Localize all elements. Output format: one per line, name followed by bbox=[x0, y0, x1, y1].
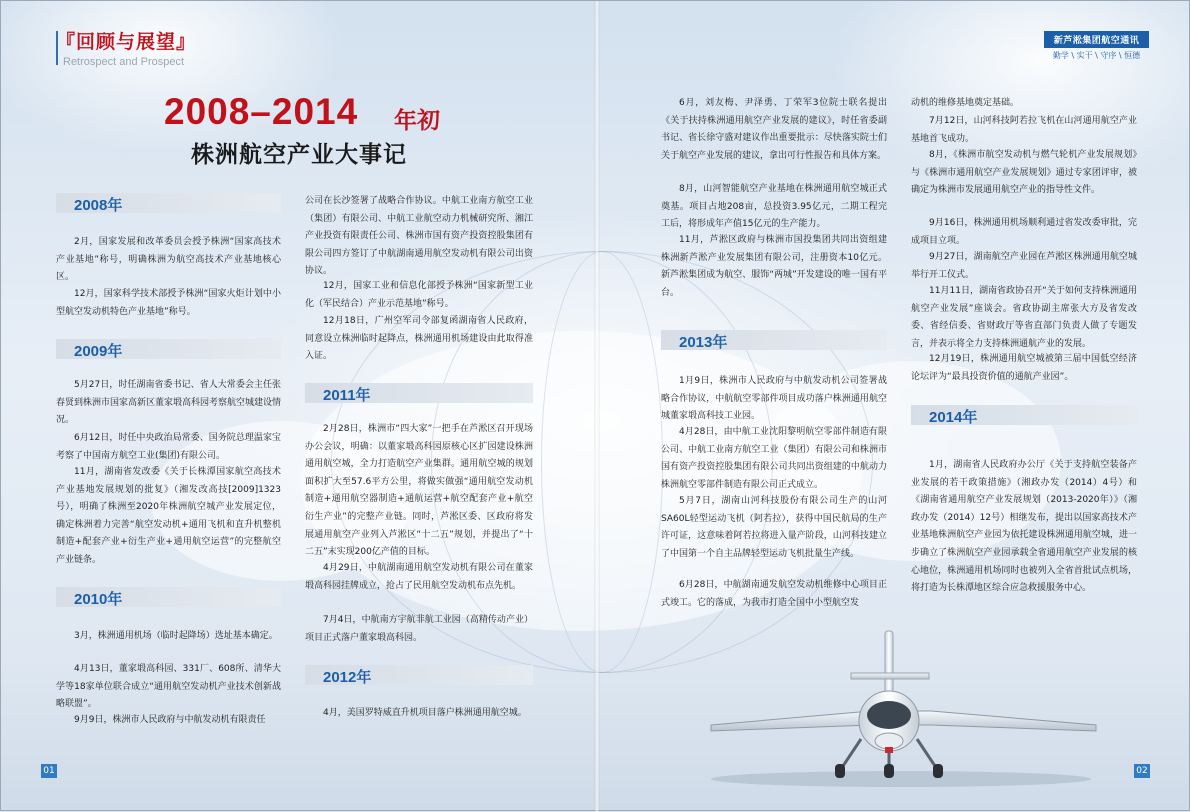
event-paragraph: 4月28日，由中航工业沈阳黎明航空零部件制造有限公司、中航工业南方航空工业（集团）有限公司和株洲市国有资产投资控股集团有限公司共同出资组建的中航动力株洲航空零部件制造有限公司正式成立。 bbox=[661, 427, 887, 490]
event-paragraph: 4月29日，中航湖南通用航空发动机有限公司在董家塅高科园挂牌成立，抢占了民用航空发动机布点先机。 bbox=[305, 563, 533, 591]
year-heading-2011 bbox=[305, 383, 533, 403]
page-fold bbox=[594, 1, 600, 812]
section-subtitle: Retrospect and Prospect bbox=[63, 56, 185, 68]
year-heading-2009 bbox=[56, 339, 281, 359]
year-label: 2009年 bbox=[74, 343, 123, 360]
event-paragraph: 1月，湖南省人民政府办公厅《关于支持航空装备产业发展的若干政策措施》（湘政办发（2014）4号）和《湖南省通用航空产业发展规划（2013-2020年）》（湘政办发（2014）12号）相继发布，提出以国家高技术产业基地株洲航空产业园为依托建设株洲通用航空城，进一步确立了株洲航空产业园承载全省通用航空产业发展的核心地位，株洲通用机场同时也被列入全省首批试点机场，将打造为长株潭地区综合应急救援服务中心。 bbox=[911, 460, 1137, 594]
event-paragraph: 12月19日，株洲通用航空城被第三届中国低空经济论坛评为“最具投资价值的通航产业园”。 bbox=[911, 354, 1137, 382]
event-paragraph: 2月28日，株洲市“四大家”一把手在芦淞区召开现场办公会议，明确：以董家塅高科园原核心区扩园建设株洲通用航空城，全力打造航空产业集群。通用航空城的规划面积扩大至57.6平方公里，将做实做强“通用航空发动机制造+通用航空器制造+通航运营+航空配套产业+航空衍生产业”的完整产业链。同时，芦淞区委、区政府将发展通用航空产业列入芦淞区“十二五”规划，并提出了“十二五”末实现200亿产值的目标。 bbox=[305, 424, 533, 558]
airplane-illustration bbox=[701, 629, 1141, 789]
event-paragraph: 7月4日，中航南方宇航非航工业园（高精传动产业）项目正式落户董家塅高科园。 bbox=[305, 615, 533, 643]
event-paragraph: 11月11日，湖南省政协召开“关于如何支持株洲通用航空产业发展”座谈会。省政协副主席张大方及省发改委、省经信委、省财政厅等省直部门负责人做了专题发言，并表示将全力支持株洲通航产业的发展。 bbox=[911, 286, 1137, 349]
event-paragraph: 11月，湖南省发改委《关于长株潭国家航空高技术产业基地发展规划的批复》（湘发改高技[2009]1323号），明确了株洲至2020年株洲航空城产业发展定位，确定株洲着力完善“航空发动机+通用飞机和直升机整机制造+配套产业+衍生产业+通用航空运营”的完整航空产业链条。 bbox=[56, 467, 281, 565]
year-heading-2010 bbox=[56, 587, 281, 607]
event-paragraph: 4月13日，董家塅高科园、331厂、608所、清华大学等18家单位联合成立“通用航空发动机产业技术创新战略联盟”。 bbox=[56, 664, 281, 710]
event-paragraph: 5月27日，时任湖南省委书记、省人大常委会主任张春贤到株洲市国家高新区董家塅高科园考察航空城建设情况。 bbox=[56, 380, 282, 426]
event-paragraph: 2月，国家发展和改革委员会授予株洲“国家高技术产业基地”称号，明确株洲为航空高技术产业基地核心区。 bbox=[56, 237, 281, 283]
year-label: 2012年 bbox=[323, 669, 372, 686]
year-heading-2008 bbox=[56, 193, 281, 213]
magazine-badge bbox=[1044, 31, 1149, 61]
event-paragraph: 8月，《株洲市航空发动机与燃气轮机产业发展规划》与《株洲市通用航空产业发展规划》通过专家团评审，被确定为株洲市发展通用航空产业的指导性文件。 bbox=[911, 150, 1137, 196]
event-paragraph: 9月27日，湖南航空产业园在芦淞区株洲通用航空城举行开工仪式。 bbox=[911, 252, 1137, 280]
event-paragraph: 1月9日，株洲市人民政府与中航发动机公司签署战略合作协议，中航航空零部件项目成功落户株洲通用航空城董家塅高科技工业园。 bbox=[661, 376, 887, 422]
event-paragraph: 6月28日，中航湖南通发航空发动机维修中心项目正式竣工。它的落成，为我市打造全国中小型航空发 bbox=[661, 580, 887, 608]
event-paragraph: 12月，国家科学技术部授予株洲“国家火炬计划中小型航空发动机特色产业基地”称号。 bbox=[56, 289, 281, 317]
event-paragraph: 12月，国家工业和信息化部授予株洲“国家新型工业化（军民结合）产业示范基地”称号。 bbox=[305, 281, 533, 309]
magazine-name: 新芦淞集团航空通讯 bbox=[1044, 31, 1149, 48]
event-paragraph: 6月12日，时任中央政治局常委、国务院总理温家宝考察了中国南方航空工业(集团)有限公司。 bbox=[56, 433, 281, 461]
event-paragraph: 9月9日，株洲市人民政府与中航发动机有限责任 bbox=[74, 715, 266, 725]
event-paragraph: 9月16日，株洲通用机场顺利通过省发改委审批，完成项目立项。 bbox=[911, 218, 1137, 246]
event-paragraph: 7月12日，山河科技阿若拉飞机在山河通用航空产业基地首飞成功。 bbox=[911, 116, 1137, 144]
main-title-suffix: 年初 bbox=[394, 108, 440, 134]
magazine-slogan: 勤学 \ 实干 \ 守序 \ 恒德 bbox=[1052, 51, 1141, 60]
year-label: 2013年 bbox=[679, 334, 728, 351]
event-paragraph: 11月，芦淞区政府与株洲市国投集团共同出资组建株洲新芦淞产业发展集团有限公司，注册资本10亿元。新芦淞集团成为航空、服饰“两城”开发建设的唯一国有平台。 bbox=[661, 235, 887, 298]
main-subtitle: 株洲航空产业大事记 bbox=[191, 142, 407, 168]
year-label: 2008年 bbox=[74, 197, 123, 214]
section-title: 『回顾与展望』 bbox=[56, 31, 197, 53]
event-paragraph: 3月，株洲通用机场（临时起降场）选址基本确定。 bbox=[74, 631, 278, 641]
page-number-left: 01 bbox=[41, 764, 57, 778]
event-paragraph: 动机的维修基地奠定基础。 bbox=[911, 98, 1020, 108]
event-paragraph: 5月7日，湖南山河科技股份有限公司生产的山河SA60L轻型运动飞机（阿若拉），获得中国民航局的生产许可证，这意味着阿若拉将进入量产阶段，山河科技建立了中国第一个自主品牌轻型运动飞机批量生产线。 bbox=[661, 496, 887, 559]
year-label: 2014年 bbox=[929, 409, 978, 426]
page-number-right: 02 bbox=[1134, 764, 1150, 778]
year-heading-2014 bbox=[911, 405, 1137, 425]
year-label: 2011年 bbox=[323, 387, 371, 404]
year-label: 2010年 bbox=[74, 591, 123, 608]
event-paragraph: 4月，美国罗特威直升机项目落户株洲通用航空城。 bbox=[323, 708, 527, 718]
event-paragraph: 12月18日，广州空军司令部复函湖南省人民政府，同意设立株洲临时起降点，株洲通用机场建设由此取得准入证。 bbox=[305, 316, 533, 362]
event-paragraph: 8月，山河智能航空产业基地在株洲通用航空城正式奠基。项目占地208亩，总投资3.95亿元，二期工程完工后，将形成年产值15亿元的生产能力。 bbox=[661, 184, 887, 230]
year-heading-2013 bbox=[661, 330, 887, 350]
year-heading-2012 bbox=[305, 665, 533, 685]
event-paragraph: 6月，刘友梅、尹泽勇、丁荣军3位院士联名提出《关于扶持株洲通用航空产业发展的建议》，时任省委副书记、省长徐守盛对建议作出重要批示：尽快落实院士们关于航空产业发展的建议，拿出可行性报告和具体方案。 bbox=[661, 98, 887, 161]
event-paragraph: 公司在长沙签署了战略合作协议。中航工业南方航空工业（集团）有限公司、中航工业航空动力机械研究所、湘江产业投资有限责任公司、株洲市国有资产投资控股集团有限公司四方签订了中航湖南通用航空发动机有限公司出资协议。 bbox=[305, 196, 533, 277]
main-title: 2008–2014 bbox=[164, 91, 359, 132]
globe-grid-line bbox=[541, 251, 663, 673]
